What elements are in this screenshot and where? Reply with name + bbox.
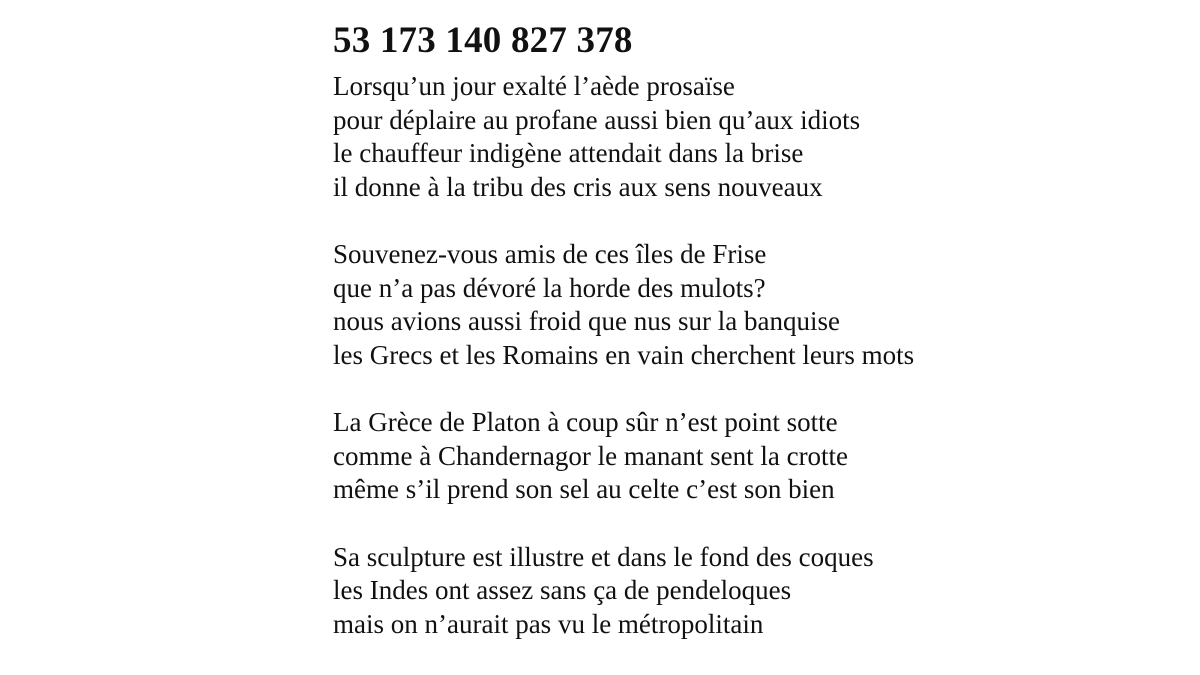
poem-line: que n’a pas dévoré la horde des mulots? xyxy=(333,272,766,303)
poem-line: mais on n’aurait pas vu le métropolitain xyxy=(333,608,764,639)
poem-line: les Indes ont assez sans ça de pendeloques xyxy=(333,575,792,605)
poem-line: même s’il prend son sel au celte c’est son bien xyxy=(333,474,835,504)
stanza-2 xyxy=(333,238,1193,372)
poem-title: 53 173 140 827 378 xyxy=(333,20,633,61)
stanza-3 xyxy=(333,406,1193,507)
poem-line: le chauffeur indigène attendait dans la brise xyxy=(333,138,804,168)
poem xyxy=(333,18,1193,641)
poem-line: La Grèce de Platon à coup sûr n’est point sotte xyxy=(333,407,838,437)
stanza-4 xyxy=(333,541,1193,642)
stanza-1 xyxy=(333,70,1193,204)
poem-line: Souvenez-vous amis de ces îles de Frise xyxy=(333,239,767,269)
poem-line: nous avions aussi froid que nus sur la banquise xyxy=(333,306,840,336)
poem-line: Sa sculpture est illustre et dans le fond des coques xyxy=(333,541,874,572)
poem-line: comme à Chandernagor le manant sent la crotte xyxy=(333,440,849,471)
poem-line: les Grecs et les Romains en vain cherchent leurs mots xyxy=(333,339,915,370)
poem-line: il donne à la tribu des cris aux sens nouveaux xyxy=(333,171,823,202)
poem-line: Lorsqu’un jour exalté l’aède prosaïse xyxy=(333,71,735,101)
poem-line: pour déplaire au profane aussi bien qu’aux idiots xyxy=(333,104,861,135)
